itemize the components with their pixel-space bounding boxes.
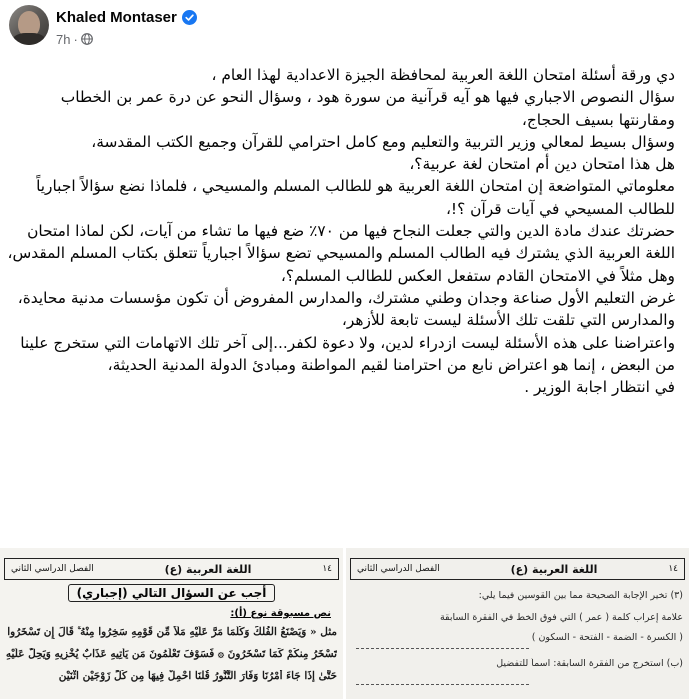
author-row [56,6,197,28]
avatar-body [12,33,46,45]
post-paragraph: سؤال النصوص الاجباري فيها هو آيه قرآنية من سورة هود ، وسؤال النحو عن درة عمر بن الخطاب ومقارنتها بسيف الحجاج، [60,88,675,129]
exam-text-line: (ب) استخرج من الفقرة السابقة: اسماً للتفضيل [496,658,683,669]
globe-icon[interactable] [81,33,93,45]
question-title-text: أجب عن السؤال التالي (إجباري) [68,584,276,602]
exam-photo-left[interactable] [0,548,343,699]
post-meta [56,31,93,47]
exam-term: الفصل الدراسي الثاني [357,564,440,574]
exam-text-line: تَسْخَرُ مِنكُمْ كَمَا تَسْخَرُونَ ۞ فَسَوْفَ تَعْلَمُونَ مَن يَأْتِيهِ عَذَابٌ يُخْزِيهِ وَيَحِلُّ عَلَيْهِ [6,648,337,660]
exam-text-line: (٣) تخير الإجابة الصحيحة مما بين القوسين فيما يلي: [478,590,683,601]
exam-photo-right[interactable] [346,548,689,699]
exam-header-number: ١٤ [668,564,678,574]
post-paragraph: والمدارس التي تلقت تلك الأسئلة ليست تابعة للأزهر، [341,311,675,330]
exam-text-line: ( الكسرة - الضمة - الفتحة - السكون ) [531,632,683,643]
author-avatar[interactable] [9,5,49,45]
author-name[interactable]: Khaled Montaser [56,8,177,26]
post-paragraph: غرض التعليم الأول صناعة وجدان وطني مشترك، والمدارس المفروض أن تكون مؤسسات مدنية محايدة، [17,288,675,307]
verified-badge-icon [182,10,197,25]
post-paragraph: هل هذا امتحان دين أم امتحان لغة عربية؟، [409,155,675,174]
post-body [7,64,675,398]
section-label: نص مسبوقة نوع (أ): [230,608,331,619]
exam-text-line: مثل « وَيَصْنَعُ الْفُلْكَ وَكُلَّمَا مَرَّ عَلَيْهِ مَلَأٌ مِّن قَوْمِهِ سَخِرُوا مِنْهُ ۚ قَالَ إِن تَسْخَرُوا [7,626,337,638]
exam-text-line: حَتَّىٰ إِذَا جَاءَ أَمْرُنَا وَفَارَ التَّنُّورُ قُلْنَا احْمِلْ فِيهَا مِن كُلٍّ زَوْجَيْنِ اثْنَيْنِ [58,670,337,682]
post-paragraph: حضرتك عندك مادة الدين والتي جعلت النجاح فيها من ٧٠٪ ضع فيها ما تشاء من آيات، لكن لماذا امتحان اللغة العربية الذي يشترك فيه الطالب المسلم والمسيحي تضع سؤالاً اجبارياً تتعلق بكتاب المسلم المقدس، [7,222,675,263]
exam-subject: اللغة العربية (ع) [510,562,598,576]
post-paragraph: وهل مثلاً في الامتحان القادم ستفعل العكس للطالب المسلم؟، [280,266,675,285]
post-paragraph: معلوماتي المتواضعة إن امتحان اللغة العربية هو للطالب المسلم والمسيحي ، فلماذا نضع سؤالاً اجبارياً للطالب المسيحي في آيات قرآن ؟!، [36,177,675,218]
exam-header [4,558,339,580]
exam-header-number: ١٤ [322,564,332,574]
question-title [0,586,343,600]
post-images [0,548,689,699]
post-paragraph: دي ورقة أسئلة امتحان اللغة العربية لمحافظة الجيزة الاعدادية لهذا العام ، [211,66,675,84]
post-paragraph: وسؤال بسيط لمعالي وزير التربية والتعليم ومع كامل احترامي للقرآن وجميع الكتب المقدسة، [91,132,675,151]
answer-dashes [356,684,529,685]
post-time[interactable]: 7h [56,31,71,47]
exam-header [350,558,685,580]
post-paragraph: في انتظار اجابة الوزير . [524,378,675,397]
exam-text-line: علامة إعراب كلمة ( عمر ) التي فوق الخط في الفقرة السابقة [439,612,683,623]
post-header [0,0,689,62]
answer-dashes [356,648,529,649]
exam-subject: اللغة العربية (ع) [164,562,252,576]
meta-separator: · [73,31,78,47]
exam-term: الفصل الدراسي الثاني [11,564,94,574]
post-paragraph: واعتراضنا على هذه الأسئلة ليست ازدراء لدين، ولا دعوة لكفر...إلى آخر تلك الاتهامات التي ستخرج علينا من البعض ، إنما هو اعتراض نابع من احترامنا لقيم المواطنة ومبادئ الدولة المدنية الحديثة، [20,333,675,374]
